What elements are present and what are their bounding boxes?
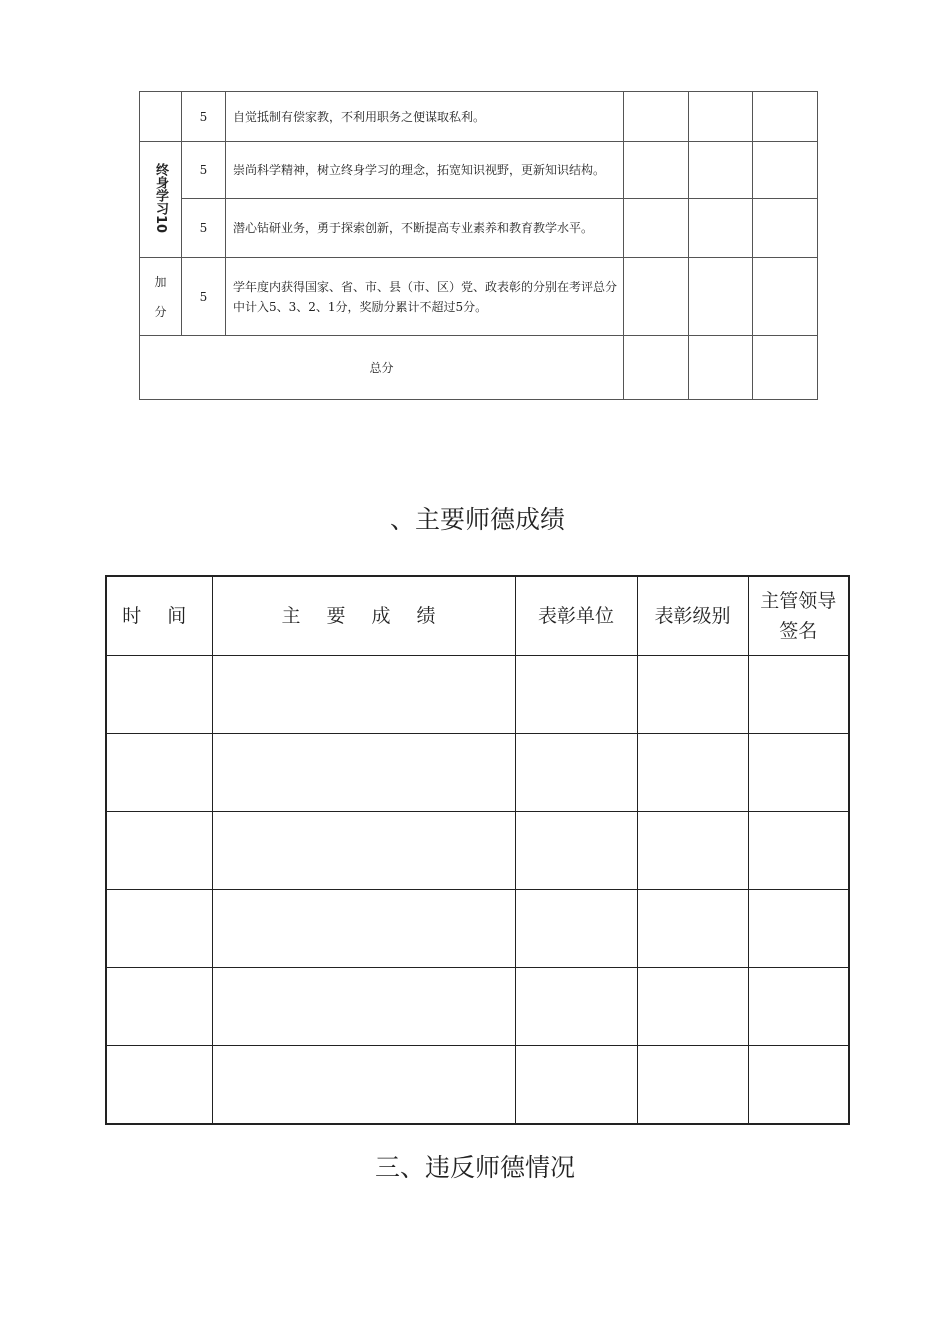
time-cell[interactable] bbox=[106, 890, 212, 968]
section-3-title: 三、违反师德情况 bbox=[374, 1153, 575, 1182]
header-main-achievement: 主 要 成 绩 bbox=[212, 576, 515, 656]
section-2-title: 、主要师德成绩 bbox=[389, 505, 565, 534]
description-cell: 潜心钻研业务，勇于探索创新，不断提高专业素养和教育教学水平。 bbox=[226, 199, 624, 258]
description-cell: 崇尚科学精神，树立终身学习的理念，拓宽知识视野，更新知识结构。 bbox=[226, 142, 624, 199]
category-cell-lifelong-learning bbox=[140, 142, 182, 258]
score-cell[interactable] bbox=[753, 142, 818, 199]
award-unit-cell[interactable] bbox=[515, 968, 637, 1046]
award-unit-cell[interactable] bbox=[515, 890, 637, 968]
achievement-cell[interactable] bbox=[212, 812, 515, 890]
score-cell[interactable] bbox=[624, 258, 689, 336]
score-cell[interactable] bbox=[753, 258, 818, 336]
score-cell[interactable] bbox=[689, 258, 753, 336]
award-level-cell[interactable] bbox=[637, 734, 748, 812]
time-cell[interactable] bbox=[106, 734, 212, 812]
table-row bbox=[106, 968, 849, 1046]
score-cell[interactable] bbox=[624, 199, 689, 258]
achievement-cell[interactable] bbox=[212, 734, 515, 812]
score-cell[interactable] bbox=[753, 199, 818, 258]
signature-cell[interactable] bbox=[748, 734, 849, 812]
signature-cell[interactable] bbox=[748, 890, 849, 968]
category-cell-empty bbox=[140, 92, 182, 142]
category-cell-bonus bbox=[140, 258, 182, 336]
time-cell[interactable] bbox=[106, 968, 212, 1046]
table-row bbox=[106, 1046, 849, 1125]
table-row bbox=[106, 890, 849, 968]
award-level-cell[interactable] bbox=[637, 1046, 748, 1125]
achievement-cell[interactable] bbox=[212, 656, 515, 734]
points-cell: 5 bbox=[182, 92, 226, 142]
total-score-cell[interactable] bbox=[753, 336, 818, 400]
signature-cell[interactable] bbox=[748, 812, 849, 890]
award-unit-cell[interactable] bbox=[515, 1046, 637, 1125]
table-row bbox=[140, 258, 818, 336]
total-row bbox=[140, 336, 818, 400]
award-level-cell[interactable] bbox=[637, 890, 748, 968]
points-cell: 5 bbox=[182, 199, 226, 258]
header-leader-line1: 主管领导 bbox=[760, 590, 837, 612]
signature-cell[interactable] bbox=[748, 968, 849, 1046]
score-cell[interactable] bbox=[689, 142, 753, 199]
header-leader-signature bbox=[748, 576, 849, 656]
score-cell[interactable] bbox=[753, 92, 818, 142]
table-row bbox=[140, 199, 818, 258]
award-unit-cell[interactable] bbox=[515, 734, 637, 812]
achievements-table bbox=[105, 575, 850, 1125]
table-row bbox=[140, 142, 818, 199]
award-unit-cell[interactable] bbox=[515, 812, 637, 890]
score-cell[interactable] bbox=[624, 92, 689, 142]
score-cell[interactable] bbox=[689, 199, 753, 258]
total-score-cell[interactable] bbox=[624, 336, 689, 400]
award-unit-cell[interactable] bbox=[515, 656, 637, 734]
points-cell: 5 bbox=[182, 142, 226, 199]
award-level-cell[interactable] bbox=[637, 656, 748, 734]
score-table bbox=[139, 91, 818, 400]
total-score-cell[interactable] bbox=[689, 336, 753, 400]
time-cell[interactable] bbox=[106, 656, 212, 734]
achievements-header-row bbox=[106, 576, 849, 656]
table-row bbox=[106, 812, 849, 890]
signature-cell[interactable] bbox=[748, 1046, 849, 1125]
points-cell: 5 bbox=[182, 258, 226, 336]
achievement-cell[interactable] bbox=[212, 890, 515, 968]
bonus-label-line2: 分 bbox=[154, 304, 167, 319]
achievement-cell[interactable] bbox=[212, 1046, 515, 1125]
table-row bbox=[106, 734, 849, 812]
description-cell: 自觉抵制有偿家教，不利用职务之便谋取私利。 bbox=[226, 92, 624, 142]
award-level-cell[interactable] bbox=[637, 968, 748, 1046]
award-level-cell[interactable] bbox=[637, 812, 748, 890]
total-label: 总分 bbox=[140, 336, 624, 400]
bonus-label-line1: 加 bbox=[154, 274, 167, 289]
header-time: 时 间 bbox=[106, 576, 212, 656]
time-cell[interactable] bbox=[106, 812, 212, 890]
description-cell: 学年度内获得国家、省、市、县（市、区）党、政表彰的分别在考评总分中计入5、3、2、1分，奖励分累计不超过5分。 bbox=[226, 258, 624, 336]
header-award-unit: 表彰单位 bbox=[515, 576, 637, 656]
header-award-level: 表彰级别 bbox=[637, 576, 748, 656]
score-cell[interactable] bbox=[689, 92, 753, 142]
table-row bbox=[106, 656, 849, 734]
header-leader-line2: 签名 bbox=[779, 620, 818, 642]
category-label: 终身学习10 bbox=[153, 162, 168, 234]
time-cell[interactable] bbox=[106, 1046, 212, 1125]
achievement-cell[interactable] bbox=[212, 968, 515, 1046]
signature-cell[interactable] bbox=[748, 656, 849, 734]
score-cell[interactable] bbox=[624, 142, 689, 199]
table-row bbox=[140, 92, 818, 142]
